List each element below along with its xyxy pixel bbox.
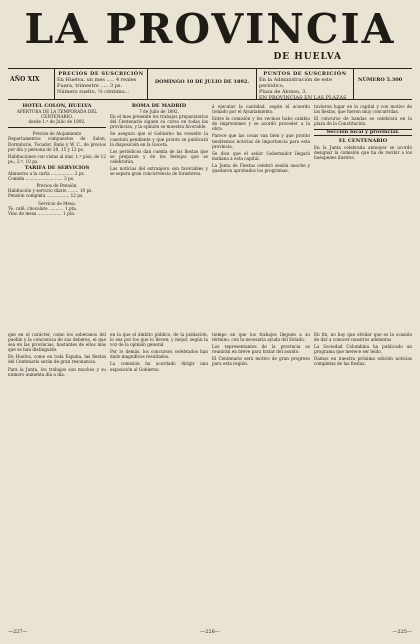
issue-number: NÚMERO 5.300: [358, 77, 403, 83]
lower-column-2: en la que el ámbito público, de la población, lo sea por los que lo lleven; y mejor, según la voz de la opinión general. Por lo demás, los concursos celebrados han dado magníficos resultados. La comisión ha acordado dirigir una exposición al Gobierno.: [110, 332, 208, 372]
masthead: [8, 6, 412, 68]
subscription-points: PUNTOS DE SUSCRICIÓN En la Administración de este periódico, Plaza de Alonso, 3. EN PROVINCIAS EN LAS PLAZAS: [257, 69, 354, 99]
column-4: tuvieron lugar en la capital y con motivo de las fiestas, que fueron muy concurridas. El concurso de bandas se celebrará en la plaza de la Constitución. Sección local y provincial. EL CENTENARIO En la Junta celebrada anteayer se acordó designar la comisión que ha de recibir a los huéspedes ilustres.: [314, 104, 412, 160]
column-3: á ejecutar la cantidad, según el acuerdo tomado por el Ayuntamiento. Entre la comisión y los vecinos hubo cambio de impresiones y se acordó proceder a la obra. Parece que las cosas van bien y que pronto tendremos noticias de importancia para esta provincia. Se dice que el señor Gobernador llegará mañana a esta capital. La Junta de Fiestas celebró sesión anoche y quedaron aprobados los programas.: [212, 104, 310, 174]
lower-column-1: que en el carácter, como los soberanos del pueblo y la conciencia de sus deberes, el que sea en las provincias, bastantes de ellos más que se han distinguido. En Huelva, como en toda España, las fiestas del Centenario serán de gran resonancia. Para la Junta, los trabajos son muchos y su número aumenta día a día.: [8, 332, 106, 377]
lower-column-4: En fin, no hay que olvidar que es la ocasión de dar a conocer nuestros adelantos. La Sociedad Colombina ha publicado un programa que merece ser leído. Damos en nuestra próxima edición noticias completas de las fiestas.: [314, 332, 412, 367]
column-1: HOTEL COLON, HUELVA APERTURA DE LA TEMPORADA DEL CENTENARIO, desde 1.º de Julio de 1892. Precios de Alojamiento Departamentos compuestos de Salon, Dormitorio, Tocador, Baño y W. C., de precios por día y persona de 20, 15 y 12 ps. Habitaciones con vistas al mar, 1.º piso, de 12 ps.; 2.º, 10 ps. TARIFA DE SERVICIOS Almuerzo a la carta ................. 2 ps. Comida ............................ 3 ps. Precios de Pensión. Habitación y servicio diario ........ 10 ps. Pensión completa ................. 12 ps. Servicio de Mesa. Té, café, chocolate ........... 1 pta. Vino de mesa .................. 1 pta.: [8, 103, 106, 216]
column-2: ROMA DE MADRID 7 de Julio de 1892. En el mes presente los trabajos preparatorios del Centenario siguen su curso en todas las provincias, y la opinión se muestra favorable. Se asegura que el Gobierno ha resuelto la cuestión pendiente y que pronto se publicará la disposición en la Gaceta. Los periódicos dan cuenta de las fiestas que se preparan y de los festejos que se celebrarán. Las noticias del extranjero son favorables y se espera gran concurrencia de forasteros.: [110, 103, 208, 177]
section-heading: Sección local y provincial.: [314, 129, 412, 136]
page-number-left: —227—: [8, 629, 28, 635]
newspaper-subtitle: DE HUELVA: [273, 52, 342, 62]
subscription-prices: PRECIOS DE SUSCRICIÓN En Huelva, un mes ..... 4 reales Fuera, trimestre ..... 3 ps. Número suelto, ½ céntimo...: [54, 69, 147, 99]
year: AÑO XIX: [10, 76, 40, 83]
info-bar: [8, 68, 412, 100]
page-numbers: [8, 629, 412, 635]
top-columns: [8, 104, 412, 312]
page-number-right: —225—: [392, 629, 412, 635]
lower-column-3: tiempo en que los trabajos lleguen a su término, con la necesaria ayuda del Estado. Los representantes de la provincia se reunirán en breve para tratar del asunto. El Centenario será motivo de gran progreso para esta región.: [212, 332, 310, 367]
lower-columns: [8, 332, 412, 628]
newspaper-page: [8, 4, 412, 636]
page-number-center: —226—: [200, 629, 220, 635]
issue-date: DOMINGO 10 DE JULIO DE 1892.: [147, 69, 257, 99]
newspaper-title: LA PROVINCIA: [24, 5, 396, 53]
